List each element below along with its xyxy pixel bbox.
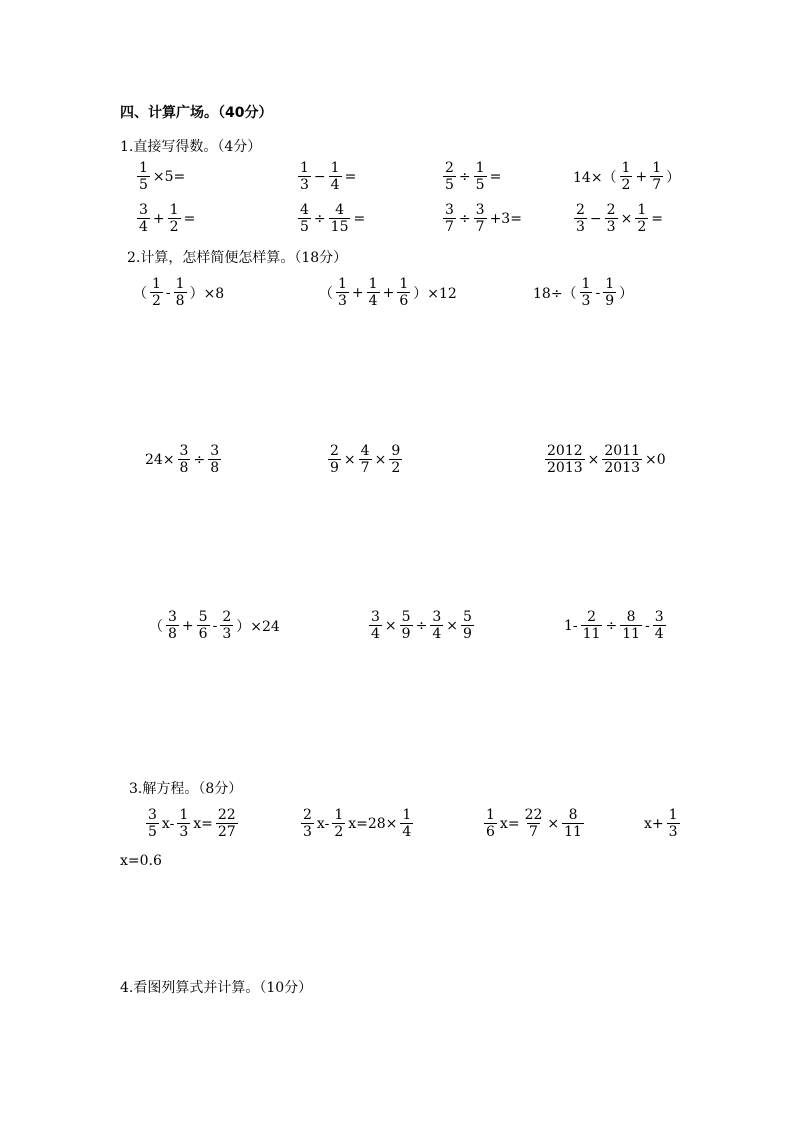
denominator: 4 <box>432 626 442 642</box>
q1-item-2 <box>296 160 357 193</box>
operator-text: = <box>651 210 663 227</box>
q3-answer-line: x=0.6 <box>120 853 162 869</box>
denominator: 3 <box>300 177 309 193</box>
denominator: 4 <box>371 626 380 642</box>
operator-text: 18÷（ <box>533 285 577 302</box>
fraction <box>178 443 191 476</box>
fraction <box>174 276 187 309</box>
denominator: 5 <box>475 177 485 193</box>
denominator: 27 <box>217 824 236 840</box>
operator-text: - <box>595 284 601 301</box>
numerator: 1 <box>169 202 179 218</box>
fraction <box>208 443 221 476</box>
fraction <box>574 202 587 235</box>
operator-text: - <box>645 617 650 634</box>
fraction <box>430 609 443 642</box>
denominator: 4 <box>402 824 412 840</box>
fraction <box>605 202 618 235</box>
fraction <box>474 202 487 235</box>
denominator: 7 <box>529 824 538 840</box>
denominator: 7 <box>652 177 662 193</box>
denominator: 6 <box>399 293 409 309</box>
fraction <box>298 202 311 235</box>
denominator: 4 <box>654 626 664 642</box>
numerator: 1 <box>175 276 185 292</box>
operator-text: +3= <box>489 210 522 227</box>
numerator: 1 <box>330 160 340 176</box>
denominator: 8 <box>179 460 189 476</box>
denominator: 9 <box>605 293 615 309</box>
numerator: 2 <box>222 609 232 625</box>
fraction <box>301 807 314 840</box>
fraction <box>197 609 210 642</box>
operator-text: - <box>212 617 218 634</box>
fraction <box>620 160 633 193</box>
denominator: 3 <box>668 824 678 840</box>
operator-text: ）×12 <box>413 285 457 302</box>
q4-title: 4.看图列算式并计算。（10分） <box>120 980 313 996</box>
fraction <box>523 807 545 840</box>
numerator: 4 <box>360 443 370 459</box>
operator-text: ） <box>619 285 634 302</box>
numerator: 3 <box>654 609 664 625</box>
numerator: 1 <box>368 276 378 292</box>
fraction <box>336 276 349 309</box>
numerator: 1 <box>152 276 161 292</box>
operator-text: − <box>313 168 326 185</box>
operator-text: × <box>374 451 387 468</box>
fraction <box>667 807 680 840</box>
numerator: 1 <box>300 160 309 176</box>
operator-text: （ <box>133 285 147 302</box>
operator-text: ÷ <box>193 451 206 468</box>
q2-title: 2.计算，怎样简便怎样算。（18分） <box>127 250 348 266</box>
q1-item-5 <box>135 202 196 235</box>
operator-text: × <box>446 617 458 634</box>
denominator: 11 <box>582 626 601 642</box>
q1-item-7 <box>441 202 523 235</box>
operator-text: 14×（ <box>573 169 617 186</box>
operator-text: x= <box>193 815 213 832</box>
operator-text: ÷ <box>313 210 326 227</box>
operator-text: + <box>181 617 194 634</box>
numerator: 2 <box>606 202 616 218</box>
numerator: 1 <box>605 276 615 292</box>
fraction <box>329 160 342 193</box>
fraction <box>166 609 179 642</box>
fraction <box>484 807 497 840</box>
operator-text: ）×24 <box>236 618 280 635</box>
numerator: 3 <box>210 443 220 459</box>
numerator: 2 <box>576 202 585 218</box>
operator-text: x= <box>499 815 520 832</box>
fraction <box>220 609 233 642</box>
operator-text: = <box>183 210 196 227</box>
fraction <box>216 807 238 840</box>
denominator: 6 <box>486 824 495 840</box>
fraction <box>329 202 351 235</box>
q1-item-3 <box>441 160 502 193</box>
operator-text: x- <box>316 815 330 832</box>
fraction <box>443 160 456 193</box>
fraction <box>602 443 642 476</box>
fraction <box>332 807 345 840</box>
numerator: 1 <box>338 276 347 292</box>
fraction <box>298 160 311 193</box>
q2-item-8 <box>367 609 476 642</box>
denominator: 5 <box>139 177 148 193</box>
numerator: 1 <box>475 160 485 176</box>
fraction <box>137 160 150 193</box>
fraction <box>653 609 666 642</box>
numerator: 8 <box>626 609 636 625</box>
denominator: 2013 <box>604 460 641 476</box>
denominator: 2013 <box>547 460 583 476</box>
denominator: 8 <box>175 293 185 309</box>
q2-item-6 <box>543 443 667 476</box>
denominator: 3 <box>606 219 616 235</box>
fraction <box>137 202 150 235</box>
denominator: 3 <box>338 293 347 309</box>
operator-text: × <box>547 815 560 832</box>
denominator: 3 <box>179 824 189 840</box>
operator-text: x=28× <box>348 815 398 832</box>
numerator: 8 <box>568 807 578 823</box>
denominator: 4 <box>368 293 378 309</box>
operator-text: = <box>344 168 357 185</box>
q2-item-3 <box>532 276 634 309</box>
denominator: 11 <box>564 824 582 840</box>
numerator: 2 <box>303 807 312 823</box>
denominator: 4 <box>139 219 148 235</box>
q3-title: 3.解方程。（8分） <box>129 781 243 797</box>
operator-text: ÷ <box>458 168 471 185</box>
q3-item-3 <box>482 807 586 840</box>
numerator: 3 <box>148 807 157 823</box>
fraction <box>603 276 616 309</box>
operator-text: ÷ <box>605 617 618 634</box>
denominator: 3 <box>576 219 585 235</box>
operator-text: 24× <box>145 451 175 468</box>
numerator: 3 <box>179 443 189 459</box>
operator-text: ） <box>666 169 681 186</box>
operator-text: + <box>152 210 165 227</box>
fraction <box>635 202 648 235</box>
numerator: 5 <box>198 609 208 625</box>
numerator: 9 <box>391 443 401 459</box>
q1-title: 1.直接写得数。（4分） <box>120 139 262 155</box>
numerator: 5 <box>401 609 411 625</box>
fraction <box>620 609 642 642</box>
operator-text: x+ <box>644 815 664 832</box>
numerator: 5 <box>462 609 472 625</box>
fraction <box>443 202 456 235</box>
q3-item-2 <box>299 807 415 840</box>
operator-text: ×5= <box>152 168 186 185</box>
operator-text: - <box>165 284 171 301</box>
denominator: 2 <box>169 219 179 235</box>
numerator: 1 <box>334 807 344 823</box>
operator-text: ÷ <box>415 617 428 634</box>
operator-text: 1- <box>564 617 578 634</box>
fraction <box>400 807 413 840</box>
numerator: 2012 <box>547 443 583 459</box>
operator-text: − <box>589 210 602 227</box>
numerator: 2 <box>330 443 339 459</box>
fraction <box>369 609 382 642</box>
denominator: 4 <box>330 177 340 193</box>
fraction <box>580 276 593 309</box>
fraction <box>581 609 603 642</box>
operator-text: + <box>351 284 364 301</box>
operator-text: ÷ <box>458 210 471 227</box>
numerator: 1 <box>668 807 678 823</box>
numerator: 1 <box>179 807 189 823</box>
operator-text: × <box>587 451 600 468</box>
denominator: 9 <box>330 460 339 476</box>
operator-text: + <box>382 284 395 301</box>
section-title: 四、计算广场。（40分） <box>120 105 273 121</box>
numerator: 4 <box>300 202 309 218</box>
fraction <box>461 609 474 642</box>
denominator: 11 <box>622 626 641 642</box>
operator-text: + <box>635 168 648 185</box>
numerator: 22 <box>524 807 543 823</box>
fraction <box>389 443 402 476</box>
denominator: 7 <box>475 219 485 235</box>
denominator: 7 <box>360 460 370 476</box>
numerator: 3 <box>432 609 442 625</box>
numerator: 1 <box>486 807 495 823</box>
numerator: 1 <box>399 276 409 292</box>
denominator: 3 <box>303 824 312 840</box>
q2-item-7 <box>148 609 281 642</box>
fraction <box>359 443 372 476</box>
operator-text: = <box>489 168 502 185</box>
denominator: 15 <box>330 219 349 235</box>
fraction <box>545 443 585 476</box>
operator-text: ）×8 <box>189 285 225 302</box>
operator-text: × <box>384 617 397 634</box>
operator-text: x- <box>161 815 175 832</box>
q2-item-4 <box>144 443 223 476</box>
q3-item-1 <box>144 807 240 840</box>
fraction <box>400 609 413 642</box>
denominator: 5 <box>148 824 157 840</box>
denominator: 2 <box>391 460 401 476</box>
denominator: 2 <box>637 219 647 235</box>
operator-text: （ <box>149 618 163 635</box>
fraction <box>474 160 487 193</box>
q2-item-2 <box>318 276 458 309</box>
numerator: 3 <box>139 202 148 218</box>
numerator: 22 <box>217 807 236 823</box>
operator-text: × <box>620 210 633 227</box>
numerator: 3 <box>475 202 485 218</box>
denominator: 8 <box>210 460 220 476</box>
denominator: 2 <box>334 824 344 840</box>
operator-text: ×0 <box>645 451 666 468</box>
q3-item-4 <box>643 807 682 840</box>
fraction <box>397 276 410 309</box>
fraction <box>562 807 584 840</box>
denominator: 6 <box>198 626 208 642</box>
denominator: 9 <box>462 626 472 642</box>
numerator: 2 <box>587 609 597 625</box>
numerator: 4 <box>335 202 345 218</box>
q2-item-1 <box>132 276 225 309</box>
numerator: 2 <box>445 160 454 176</box>
denominator: 3 <box>222 626 232 642</box>
numerator: 3 <box>445 202 454 218</box>
fraction <box>177 807 190 840</box>
numerator: 1 <box>652 160 662 176</box>
q2-item-5 <box>326 443 404 476</box>
fraction <box>328 443 341 476</box>
numerator: 1 <box>402 807 412 823</box>
denominator: 5 <box>445 177 454 193</box>
denominator: 5 <box>300 219 309 235</box>
numerator: 2011 <box>604 443 641 459</box>
fraction <box>168 202 181 235</box>
fraction <box>367 276 380 309</box>
denominator: 8 <box>168 626 177 642</box>
fraction <box>150 276 163 309</box>
q2-item-9 <box>563 609 668 642</box>
q1-item-6 <box>296 202 366 235</box>
numerator: 1 <box>139 160 148 176</box>
fraction <box>650 160 663 193</box>
numerator: 1 <box>621 160 631 176</box>
q1-item-8 <box>572 202 664 235</box>
denominator: 2 <box>621 177 631 193</box>
q1-item-1 <box>135 160 186 193</box>
denominator: 7 <box>445 219 454 235</box>
numerator: 3 <box>168 609 177 625</box>
denominator: 2 <box>152 293 161 309</box>
fraction <box>146 807 159 840</box>
operator-text: = <box>353 210 366 227</box>
numerator: 3 <box>371 609 380 625</box>
numerator: 1 <box>637 202 647 218</box>
denominator: 9 <box>401 626 411 642</box>
numerator: 1 <box>581 276 591 292</box>
operator-text: （ <box>319 285 333 302</box>
q1-item-4 <box>572 160 681 193</box>
denominator: 3 <box>581 293 591 309</box>
operator-text: × <box>343 451 356 468</box>
